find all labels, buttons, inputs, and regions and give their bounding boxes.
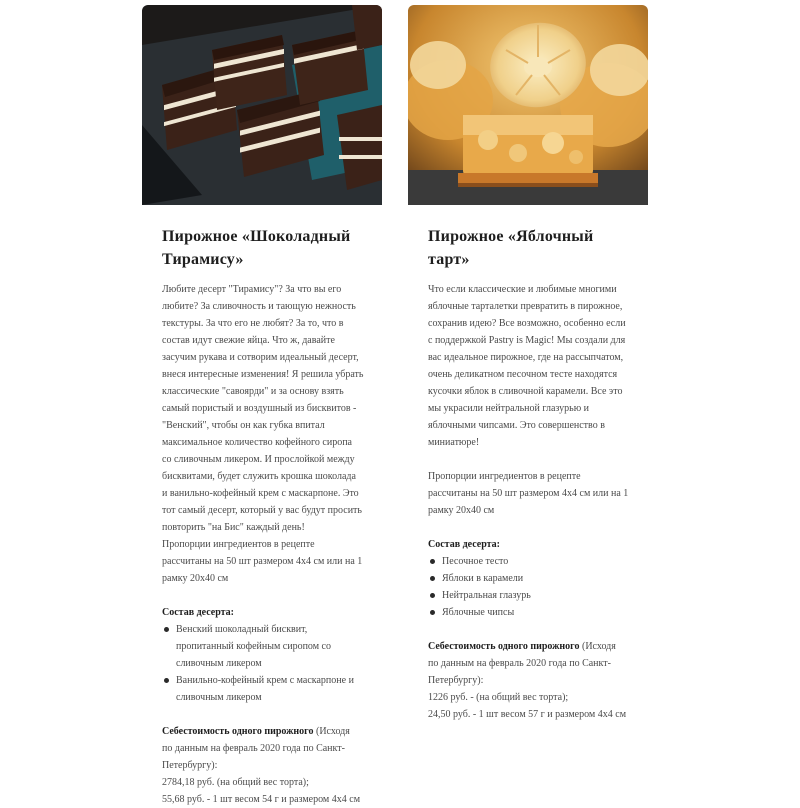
proportions-line: рамку 20х40 см	[428, 505, 495, 516]
description-line: засучим рукава и сотворим идеальный десерт,	[162, 352, 359, 363]
description-line: тот самый десерт, который у вас будут просить	[162, 505, 362, 516]
description-line: повторить "на Бис" каждый день!	[162, 522, 305, 533]
ingredient-line: Ванильно-кофейный крем с маскарпоне и	[176, 675, 354, 686]
ingredient-line: Венский шоколадный бисквит,	[176, 624, 308, 635]
product-title-line[interactable]: тарт»	[428, 251, 470, 268]
cost-note: (Исходя	[579, 641, 616, 652]
description-line: мы украсили нейтральной глазурью и	[428, 403, 590, 414]
description-line: яблочными чипсами. Это совершенство в	[428, 420, 605, 431]
cost-label: Себестоимость одного пирожного	[428, 641, 580, 652]
description-line: "Венский", чтобы он как губка впитал	[162, 420, 325, 431]
description-line: самый пористый и воздушный из бисквитов -	[162, 403, 357, 414]
spacer	[162, 587, 382, 604]
spacer	[162, 706, 382, 723]
description-line: с поддержкой Pastry is Magic! Мы создали для	[428, 335, 626, 346]
chocolate-tiramisu-image	[142, 5, 382, 205]
description-line: бисквитами, будет служить крошка шоколада	[162, 471, 356, 482]
description-line: сохранив идею? Все возможно, особенно если	[428, 318, 626, 329]
card-body	[142, 225, 382, 808]
proportions-line: рассчитаны на 50 шт размером 4х4 см или на 1	[428, 488, 629, 499]
description-line: яблочные тарталетки превратить в пирожное,	[428, 301, 623, 312]
ingredient-item	[442, 553, 648, 570]
product-title-line[interactable]: Тирамису»	[162, 251, 244, 268]
product-title-line[interactable]: Пирожное «Яблочный	[428, 228, 594, 245]
product-description	[162, 281, 382, 587]
description-line: миниатюре!	[428, 437, 480, 448]
description-line: Что если классические и любимые многими	[428, 284, 617, 295]
ingredient-list	[428, 553, 648, 621]
ingredient-list	[162, 621, 382, 706]
spacer	[428, 451, 648, 468]
cost-note: (Исходя	[313, 726, 350, 737]
description-line: Любите десерт "Тирамису"? За что вы его	[162, 284, 342, 295]
product-card-apple-tart[interactable]	[408, 5, 648, 723]
bullet-icon	[430, 559, 435, 564]
description-line: классические "савоярди" и за основу взять	[162, 386, 344, 397]
cost-note: по данным на февраль 2020 года по Санкт-	[162, 743, 345, 754]
ingredient-item	[176, 672, 382, 706]
ingredient-line: Яблочные чипсы	[442, 607, 515, 618]
description-line: вас идеальное пирожное, где на рассыпчатом,	[428, 352, 624, 363]
description-line: очень деликатном песочном тесте находятся	[428, 369, 618, 380]
description-line: любите? За сливочность и тающую нежность	[162, 301, 356, 312]
cost-value: 1226 руб. - (на общий вес торта);	[428, 692, 569, 703]
cost-note: по данным на февраль 2020 года по Санкт-	[428, 658, 611, 669]
description-line: внеся интересные изменения! Я решила убрать	[162, 369, 364, 380]
description-line: максимальное количество кофейного сиропа	[162, 437, 352, 448]
cost-value: 2784,18 руб. (на общий вес торта);	[162, 777, 309, 788]
cost-note: Петербургу):	[162, 760, 218, 771]
product-title-line[interactable]: Пирожное «Шоколадный	[162, 228, 351, 245]
cost-block	[428, 638, 648, 723]
bullet-icon	[430, 576, 435, 581]
spacer	[428, 621, 648, 638]
ingredient-line: сливочным ликером	[176, 658, 262, 669]
product-card-tiramisu[interactable]	[142, 5, 382, 808]
description-line: кусочки яблок в сливочной карамели. Все это	[428, 386, 623, 397]
bullet-icon	[430, 593, 435, 598]
ingredient-line: сливочным ликером	[176, 692, 262, 703]
ingredient-line: Песочное тесто	[442, 556, 509, 567]
composition-heading: Состав десерта:	[162, 607, 235, 618]
ingredient-line: пропитанный кофейным сиропом со	[176, 641, 331, 652]
description-line: рассчитаны на 50 шт размером 4х4 см или на 1	[162, 556, 363, 567]
proportions-line: Пропорции ингредиентов в рецепте	[428, 471, 581, 482]
cost-value: 24,50 руб. - 1 шт весом 57 г и размером 4х4 см	[428, 709, 627, 720]
product-description	[428, 281, 648, 451]
cost-value: 55,68 руб. - 1 шт весом 54 г и размером 4х4 см	[162, 794, 361, 805]
ingredient-item	[442, 570, 648, 587]
cost-note: Петербургу):	[428, 675, 484, 686]
ingredient-line: Нейтральная глазурь	[442, 590, 531, 601]
proportions-text	[428, 468, 648, 519]
product-title[interactable]	[428, 225, 648, 271]
ingredient-line: Яблоки в карамели	[442, 573, 524, 584]
description-line: и ванильно-кофейный крем с маскарпоне. Это	[162, 488, 359, 499]
product-title[interactable]	[162, 225, 382, 271]
chocolate-tiramisu-photo[interactable]	[142, 5, 382, 205]
ingredient-item	[442, 604, 648, 621]
ingredient-item	[176, 621, 382, 672]
description-line: состав идут свежие яйца. Что ж, давайте	[162, 335, 335, 346]
description-line: рамку 20х40 см	[162, 573, 229, 584]
description-line: Пропорции ингредиентов в рецепте	[162, 539, 315, 550]
bullet-icon	[164, 678, 169, 683]
ingredient-item	[442, 587, 648, 604]
apple-tart-image	[408, 5, 648, 205]
description-line: со сливочным ликером. И прослойкой между	[162, 454, 355, 465]
bullet-icon	[430, 610, 435, 615]
spacer	[428, 519, 648, 536]
composition-heading: Состав десерта:	[428, 539, 501, 550]
cost-label: Себестоимость одного пирожного	[162, 726, 314, 737]
cost-block	[162, 723, 382, 808]
card-body	[408, 225, 648, 723]
description-line: текстуры. За что его не любят? За то, что в	[162, 318, 344, 329]
bullet-icon	[164, 627, 169, 632]
apple-tart-photo[interactable]	[408, 5, 648, 205]
